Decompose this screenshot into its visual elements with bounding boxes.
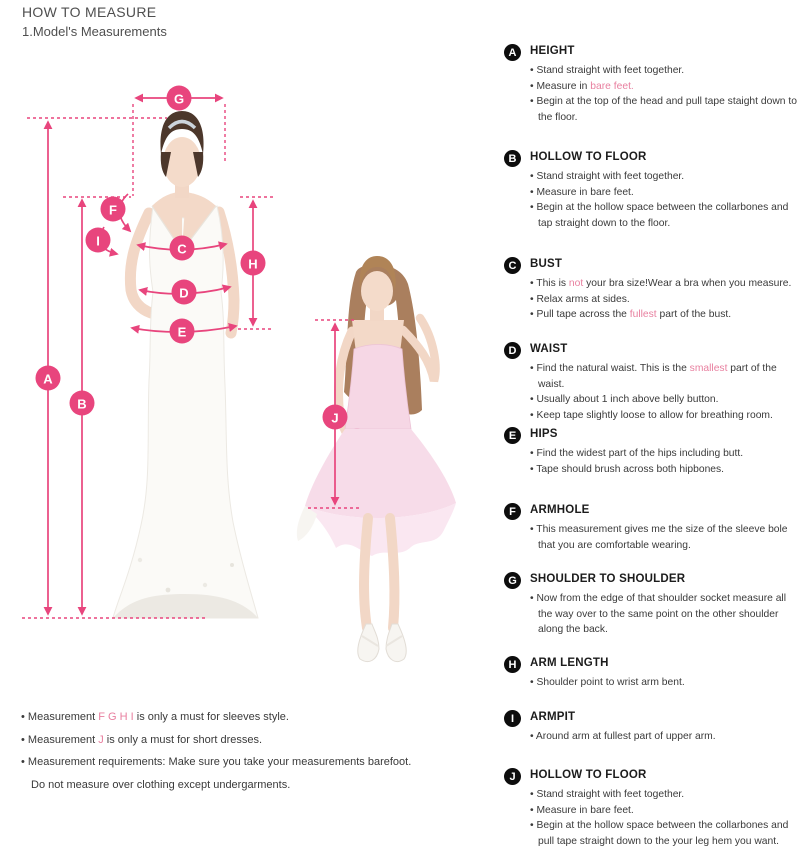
text-segment: Tape should brush across both hipbones.: [536, 463, 725, 475]
marker-i: [86, 228, 111, 253]
measurement-item-b: [504, 150, 798, 231]
letter-badge: F: [504, 503, 521, 520]
svg-text:D: D: [179, 285, 189, 301]
measurement-item-d: [504, 342, 798, 423]
measurement-item-f: [504, 503, 798, 553]
measurement-item-a: [504, 44, 798, 125]
measurement-bullet: • Stand straight with feet together.: [530, 171, 685, 182]
text-segment: Measurement requirements: Make sure you take your measurements barefoot.: [27, 756, 412, 768]
letter-badge: D: [504, 342, 521, 359]
text-segment: part of the bust.: [656, 309, 732, 320]
marker-d: [172, 280, 197, 305]
text-segment: Begin at the hollow space between the collarbones and pull tape straight down to the your leg hem you want.: [536, 820, 789, 847]
highlighted-text: smallest: [689, 363, 728, 374]
measurement-body: [530, 572, 798, 638]
highlighted-text: F G H I: [98, 711, 134, 723]
marker-j: [323, 405, 348, 430]
text-segment: Measurement: [27, 711, 99, 723]
measurement-body: [530, 656, 798, 691]
page-title: HOW TO MEASURE: [22, 4, 157, 20]
text-segment: Pull tape across the: [536, 309, 630, 320]
marker-a: [36, 366, 61, 391]
text-segment: is only a must for sleeves style.: [133, 711, 289, 723]
text-segment: Shoulder point to wrist arm bent.: [536, 677, 685, 688]
measurement-title: BUST: [530, 258, 563, 270]
highlighted-text: fullest: [629, 309, 657, 320]
highlighted-text: J: [98, 733, 104, 746]
measurement-bullet: • This measurement gives me the size of the sleeve bole that you are comfortable wearing.: [530, 524, 788, 551]
text-segment: Begin at the top of the head and pull tape staight down to the floor.: [536, 96, 797, 123]
measurement-title: ARMPIT: [530, 711, 576, 723]
svg-text:F: F: [109, 202, 117, 218]
text-segment: Relax arms at sides.: [536, 293, 630, 305]
text-segment: Find the natural waist. This is the: [536, 363, 690, 374]
text-segment: Stand straight with feet together.: [536, 65, 685, 76]
text-segment: Stand straight with feet together.: [536, 171, 685, 182]
text-segment: This measurement gives me the size of the sleeve bole that you are comfortable wearing.: [536, 524, 788, 551]
measurement-title: HOLLOW TO FLOOR: [530, 769, 647, 781]
measurement-bullet: • Shoulder point to wrist arm bent.: [530, 677, 685, 688]
measurement-title: HEIGHT: [530, 45, 575, 57]
measurement-bullet: • Tape should brush across both hipbones.: [530, 463, 725, 475]
marker-h: [241, 251, 266, 276]
measurement-bullet: • Around arm at fullest part of upper arm.: [530, 731, 716, 742]
model-left-shoe: [358, 624, 379, 662]
letter-badge: E: [504, 427, 521, 444]
measurement-item-i: [504, 710, 798, 745]
text-segment: Now from the edge of that shoulder socket measure all the way over to the same point on the other shoulder along the back.: [536, 593, 787, 635]
measurement-bullet: • Measure in bare feet.: [530, 804, 634, 816]
marker-g: [167, 86, 192, 111]
measurement-item-j: [504, 768, 798, 849]
text-segment: Do not measure over clothing except undergarments.: [31, 778, 291, 791]
measurement-bullet: • Stand straight with feet together.: [530, 65, 685, 76]
note-line: [21, 777, 461, 793]
measurement-bullet: • Relax arms at sides.: [530, 293, 630, 305]
bride-right-arm: [130, 213, 151, 313]
measurement-title: ARMHOLE: [530, 504, 590, 516]
model-face: [361, 271, 393, 311]
page-subtitle: 1.Model's Measurements: [22, 24, 167, 39]
marker-c: [170, 236, 195, 261]
text-segment: part of the waist.: [538, 363, 777, 390]
text-segment: Measurement: [27, 733, 99, 746]
measurement-body: [530, 44, 798, 125]
text-segment: Around arm at fullest part of upper arm.: [535, 731, 716, 742]
measurement-bullet: • Begin at the top of the head and pull tape staight down to the floor.: [530, 96, 797, 123]
marker-e: [170, 319, 195, 344]
text-segment: Measure in bare feet.: [536, 186, 634, 198]
letter-badge: G: [504, 572, 521, 589]
short-dress-figure: [297, 256, 456, 662]
text-segment: your bra size!Wear a bra when you measure.: [583, 278, 792, 289]
measurement-title: HIPS: [530, 428, 558, 440]
svg-text:G: G: [173, 91, 185, 107]
text-segment: Measure in bare feet.: [536, 804, 634, 816]
measurement-title: ARM LENGTH: [530, 657, 609, 669]
measurement-title: HOLLOW TO FLOOR: [530, 151, 647, 163]
measurement-title: SHOULDER TO SHOULDER: [530, 573, 686, 585]
text-segment: Usually about 1 inch above belly button.: [536, 394, 719, 405]
model-bodice: [345, 345, 411, 430]
measurement-bullet: • Keep tape slightly loose to allow for breathing room.: [530, 409, 773, 421]
note-line: • Measurement J is only a must for short dresses.: [21, 733, 263, 746]
measurement-bullet: • Measure in bare feet.: [530, 186, 634, 198]
bride-figure: [113, 111, 258, 618]
model-right-leg: [390, 518, 394, 628]
measurement-item-h: [504, 656, 798, 691]
text-segment: Keep tape slightly loose to allow for breathing room.: [536, 409, 773, 421]
letter-badge: I: [504, 710, 521, 727]
svg-text:H: H: [248, 256, 258, 272]
measurement-bullet: • Usually about 1 inch above belly button.: [530, 394, 719, 405]
measurement-title: WAIST: [530, 343, 568, 355]
highlighted-text: bare feet.: [590, 80, 634, 92]
measurement-body: [530, 427, 798, 477]
measurement-item-e: [504, 427, 798, 477]
measurement-item-c: [504, 257, 798, 323]
note-line: • Measurement requirements: Make sure you take your measurements barefoot.: [21, 756, 412, 768]
svg-text:I: I: [96, 233, 100, 249]
measurement-bullet: • Measure in bare feet.: [530, 80, 634, 92]
letter-badge: C: [504, 257, 521, 274]
model-skirt: [305, 429, 456, 518]
svg-text:A: A: [43, 371, 53, 387]
text-segment: Measure in: [536, 80, 591, 92]
measurement-bullet: • This is not your bra size!Wear a bra when you measure.: [530, 278, 792, 289]
measurement-body: [530, 342, 798, 423]
letter-badge: A: [504, 44, 521, 61]
marker-b: [70, 391, 95, 416]
letter-badge: J: [504, 768, 521, 785]
svg-text:J: J: [331, 410, 339, 426]
note-line: • Measurement F G H I is only a must for sleeves style.: [21, 711, 289, 723]
letter-badge: B: [504, 150, 521, 167]
measurement-body: [530, 150, 798, 231]
measurement-item-g: [504, 572, 798, 638]
measurement-body: [530, 257, 798, 323]
text-segment: Begin at the hollow space between the collarbones and tap straight down to the floor.: [536, 202, 789, 229]
measurement-bullet: • Now from the edge of that shoulder socket measure all the way over to the same point on the other shoulder along the back.: [530, 593, 787, 635]
text-segment: is only a must for short dresses.: [103, 733, 263, 746]
measurement-bullet: • Stand straight with feet together.: [530, 789, 685, 800]
measurement-notes: [21, 709, 461, 799]
measurement-bullet: • Begin at the hollow space between the collarbones and pull tape straight down to the your leg hem you want.: [530, 820, 789, 847]
measurement-body: [530, 710, 798, 745]
svg-text:C: C: [177, 241, 187, 257]
measurement-body: [530, 503, 798, 553]
measurement-body: [530, 768, 798, 849]
text-segment: Stand straight with feet together.: [536, 789, 685, 800]
measurement-bullet: • Find the natural waist. This is the smallest part of the waist.: [530, 363, 777, 390]
model-left-leg: [364, 518, 368, 628]
text-segment: Find the widest part of the hips including butt.: [536, 448, 744, 459]
text-segment: This is: [536, 278, 569, 289]
marker-f: [101, 197, 126, 222]
letter-badge: H: [504, 656, 521, 673]
measurement-bullet: • Pull tape across the fullest part of the bust.: [530, 309, 732, 320]
svg-text:B: B: [77, 396, 87, 412]
highlighted-text: not: [568, 278, 584, 289]
svg-text:E: E: [177, 324, 187, 340]
measurement-bullet: • Begin at the hollow space between the collarbones and tap straight down to the floor.: [530, 202, 789, 229]
measurement-bullet: • Find the widest part of the hips including butt.: [530, 448, 744, 459]
